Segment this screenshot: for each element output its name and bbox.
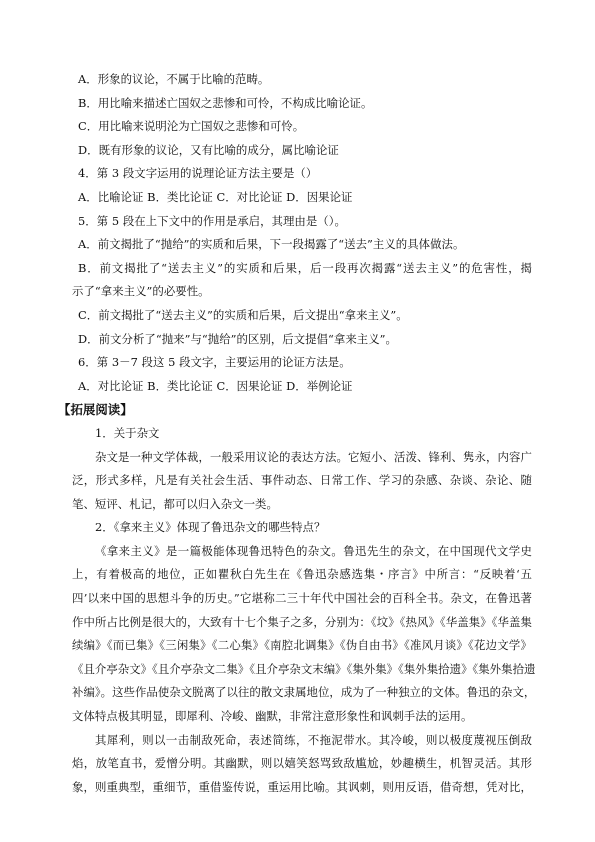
reading-paragraph: 续编》《而已集》《三闲集》《二心集》《南腔北调集》《伪自由书》《准风月谈》《花边文学》 <box>72 638 532 653</box>
reading-paragraph: 作中所占比例是很大的，大致有十七个集子之多，分别为：《坟》《热风》《华盖集》《华盖集 <box>72 614 532 629</box>
question-6-options: A．对比论证 B．类比论证 C．因果论证 D．举例论证 <box>78 378 353 393</box>
reading-paragraph: 笔、短评、札记，都可以归入杂文一类。 <box>72 496 278 511</box>
question-4: 4．第 3 段文字运用的说理论证方法主要是（） <box>78 166 318 181</box>
option-3c: C．用比喻来说明沦为亡国奴之悲惨和可怜。 <box>78 119 305 134</box>
reading-paragraph: 四’以来中国的思想斗争的历史。”它堪称二三十年代中国社会的百科全书。杂文，在鲁迅著 <box>72 591 532 606</box>
reading-item-2-title: 2．《拿来主义》体现了鲁迅杂文的哪些特点？ <box>95 520 326 535</box>
option-5a: A．前文揭批了“抛给”的实质和后果，下一段揭露了“送去”主义的具体做法。 <box>78 237 465 252</box>
option-3a: A．形象的议论，不属于比喻的范畴。 <box>78 72 270 86</box>
question-5: 5．第 5 段在上下文中的作用是承启，其理由是（）。 <box>78 213 346 228</box>
document-body <box>58 71 536 802</box>
option-5d: D．前文分析了“抛来”与“抛给”的区别，后文提倡“拿来主义”。 <box>78 331 397 346</box>
question-6: 6．第 3－7 段这 5 段文字，主要运用的论证方法是。 <box>78 355 351 370</box>
reading-paragraph: 杂文是一种文学体裁，一般采用议论的表达方法。它短小、活泼、锋利、隽永，内容广 <box>95 449 532 464</box>
option-5b: B．前文揭批了“送去主义”的实质和后果，后一段再次揭露“送去主义”的危害性，揭 <box>78 260 532 275</box>
reading-paragraph: 泛，形式多样，凡是有关社会生活、事件动态、日常工作、学习的杂感、杂谈、杂论、随 <box>72 473 532 488</box>
reading-paragraph: 《且介亭杂文》《且介亭杂文二集》《且介亭杂文末编》《集外集》《集外集拾遗》《集外集拾遗 <box>72 661 536 676</box>
option-5c: C．前文揭批了“送去主义”的实质和后果，后文提出“拿来主义”。 <box>78 307 408 322</box>
reading-paragraph: 象，则重典型，重细节，重借鉴传说，重运用比喻。其讽刺，则用反语，借奇想，凭对比， <box>72 779 532 794</box>
reading-paragraph: 其犀利，则以一击制敌死命，表述简练，不拖泥带水。其冷峻，则以极度蔑视压倒敌 <box>95 732 532 747</box>
section-heading: 【拓展阅读】 <box>58 402 133 418</box>
option-3d: D．既有形象的议论，又有比喻的成分，属比喻论证 <box>78 142 339 157</box>
option-5b-cont: 示了“拿来主义”的必要性。 <box>72 284 210 299</box>
reading-paragraph: 上，有着极高的地位，正如瞿秋白先生在《鲁迅杂感选集・序言》中所言：“反映着‘五 <box>72 567 532 582</box>
reading-paragraph: 焰，放笔直书，爱憎分明。其幽默，则以嬉笑怒骂致敌尴尬，妙趣横生，机智灵活。其形 <box>72 756 532 771</box>
reading-item-1-title: 1．关于杂文 <box>95 425 160 440</box>
option-3b: B．用比喻来描述亡国奴之悲惨和可怜，不构成比喻论证。 <box>78 95 373 110</box>
reading-paragraph: 《拿来主义》是一篇极能体现鲁迅特色的杂文。鲁迅先生的杂文，在中国现代文学史 <box>95 543 532 558</box>
reading-paragraph: 补编》。这些作品使杂文脱离了以往的散文隶属地位，成为了一种独立的文体。鲁迅的杂文， <box>72 685 536 700</box>
question-4-options: A．比喻论证 B．类比论证 C．对比论证 D．因果论证 <box>78 189 353 204</box>
reading-paragraph: 文体特点极其明显，即犀利、冷峻、幽默，非常注意形象性和讽刺手法的运用。 <box>72 709 473 724</box>
